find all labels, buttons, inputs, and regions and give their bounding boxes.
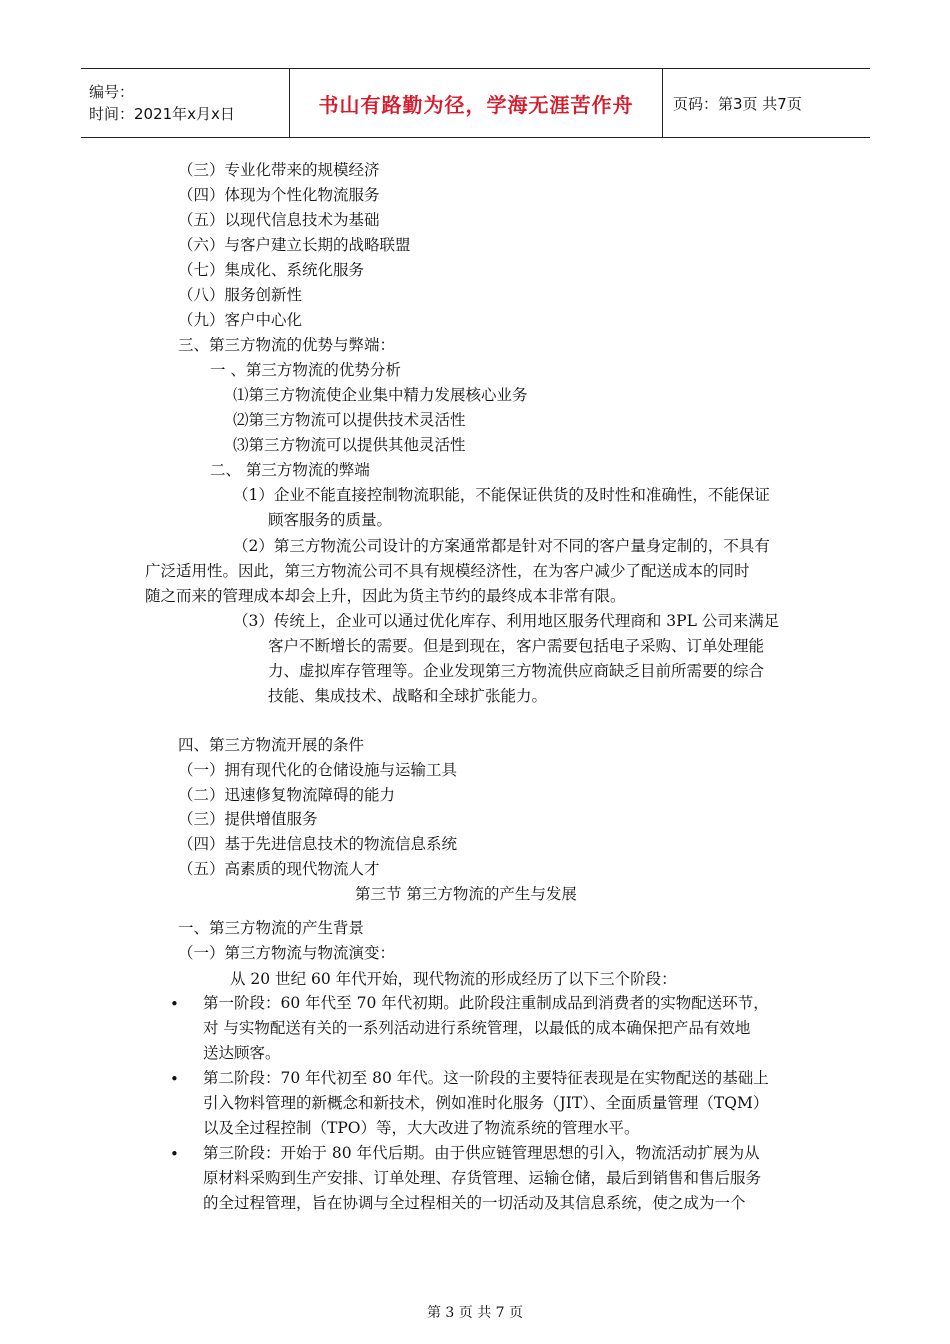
text-line: （一）拥有现代化的仓储设施与运输工具: [178, 761, 458, 779]
text-line: 第三阶段：开始于 80 年代后期。由于供应链管理思想的引入，物流活动扩展为从: [203, 1144, 760, 1162]
subsection-heading: 一 、第三方物流的优势分析: [210, 361, 401, 379]
text-line: 广泛适用性。因此，第三方物流公司不具有规模经济性，在为客户减少了配送成本的同时: [145, 562, 750, 580]
bullet-point: •: [170, 1070, 179, 1088]
text-line: （3）传统上，企业可以通过优化库存、利用地区服务代理商和 3PL 公司来满足: [233, 612, 780, 630]
text-line: 的全过程管理，旨在协调与全过程相关的一切活动及其信息系统，使之成为一个: [203, 1194, 746, 1212]
section-heading: 一、第三方物流的产生背景: [178, 919, 365, 937]
text-line: （二）迅速修复物流障碍的能力: [178, 786, 396, 804]
text-line: 以及全过程控制（TPO）等，大大改进了物流系统的管理水平。: [203, 1119, 640, 1137]
header-motto: 书山有路勤为径，学海无涯苦作舟: [318, 92, 634, 117]
text-line: （三）专业化带来的规模经济: [178, 161, 380, 179]
header-page-number: 页码：第3页 共7页: [673, 94, 802, 113]
text-line: 第二阶段：70 年代初至 80 年代。这一阶段的主要特征表现是在实物配送的基础上: [203, 1069, 769, 1087]
text-line: 从 20 世纪 60 年代开始，现代物流的形成经历了以下三个阶段：: [230, 970, 677, 988]
text-line: （三）提供增值服务: [178, 810, 318, 828]
bullet-point: •: [170, 1145, 179, 1163]
document-date-label: 时间：2021年x月x日: [89, 105, 235, 123]
text-line: ⑶第三方物流可以提供其他灵活性: [233, 436, 466, 454]
text-line: （七）集成化、系统化服务: [178, 261, 365, 279]
text-line: 原材料采购到生产安排、订单处理、存货管理、运输仓储，最后到销售和售后服务: [203, 1169, 762, 1187]
text-line: 引入物料管理的新概念和新技术，例如准时化服务（JIT）、全面质量管理（TQM）: [203, 1094, 769, 1112]
text-line: （六）与客户建立长期的战略联盟: [178, 236, 411, 254]
chapter-heading: 第三节 第三方物流的产生与发展: [355, 885, 577, 903]
header-motto-cell: [290, 69, 663, 137]
text-line: （五）高素质的现代物流人才: [178, 860, 380, 878]
text-line: （五）以现代信息技术为基础: [178, 211, 380, 229]
header-meta: [81, 69, 290, 137]
page-header: [81, 68, 870, 138]
text-line: （2）第三方物流公司设计的方案通常都是针对不同的客户量身定制的，不具有: [233, 537, 770, 555]
text-line: 随之而来的管理成本却会上升，因此为货主节约的最终成本非常有限。: [145, 587, 626, 605]
document-number-label: 编号：: [89, 83, 135, 101]
subsection-heading: 二、 第三方物流的弊端: [210, 461, 370, 479]
text-line: ⑴第三方物流使企业集中精力发展核心业务: [233, 386, 528, 404]
section-heading: 四、第三方物流开展的条件: [178, 736, 365, 754]
text-line: 送达顾客。: [203, 1044, 281, 1062]
text-line: （四）体现为个性化物流服务: [178, 186, 380, 204]
page-footer: 第 3 页 共 7 页: [426, 1305, 524, 1321]
text-line: 客户不断增长的需要。但是到现在，客户需要包括电子采购、订单处理能: [268, 637, 765, 655]
text-line: 技能、集成技术、战略和全球扩张能力。: [268, 687, 548, 705]
bullet-point: •: [170, 995, 179, 1013]
subsection-heading: （一）第三方物流与物流演变：: [178, 944, 396, 962]
text-line: （九）客户中心化: [178, 311, 303, 329]
text-line: 第一阶段：60 年代至 70 年代初期。此阶段注重制成品到消费者的实物配送环节，: [203, 994, 769, 1012]
text-line: （八）服务创新性: [178, 286, 303, 304]
header-page-cell: [663, 69, 802, 137]
section-heading: 三、第三方物流的优势与弊端：: [178, 336, 396, 354]
text-line: （四）基于先进信息技术的物流信息系统: [178, 835, 458, 853]
text-line: 对 与实物配送有关的一系列活动进行系统管理，以最低的成本确保把产品有效地: [203, 1019, 751, 1037]
text-line: 顾客服务的质量。: [268, 511, 393, 529]
text-line: 力、虚拟库存管理等。企业发现第三方物流供应商缺乏目前所需要的综合: [268, 662, 765, 680]
text-line: ⑵第三方物流可以提供技术灵活性: [233, 411, 466, 429]
text-line: （1）企业不能直接控制物流职能，不能保证供货的及时性和准确性，不能保证: [233, 486, 770, 504]
